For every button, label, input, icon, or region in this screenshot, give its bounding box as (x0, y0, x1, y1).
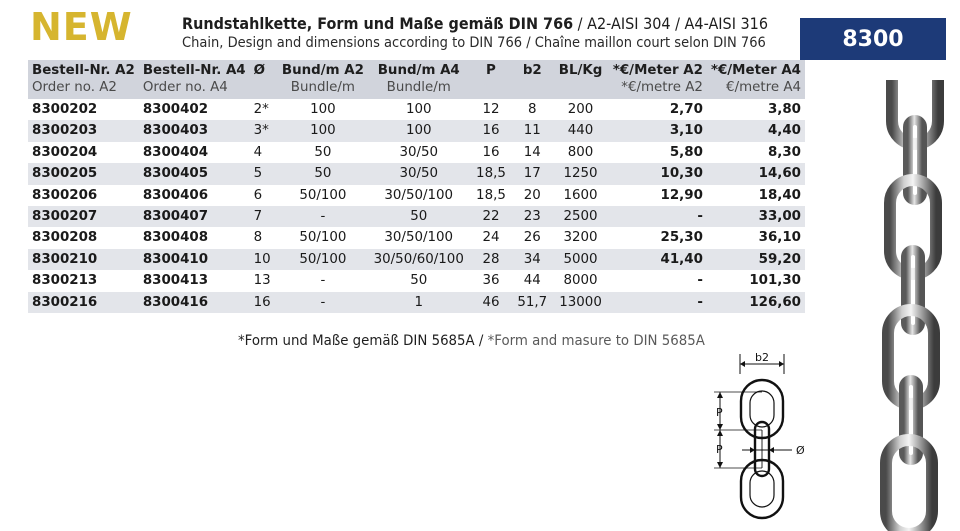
cell-bundle-a4: 30/50 (368, 163, 470, 184)
cell-order-no-a2: 8300207 (28, 206, 139, 227)
table-row (28, 206, 805, 227)
header-bundle-a2-en: Bundle/m (278, 80, 368, 100)
cell-price-a4: 33,00 (707, 206, 805, 227)
product-title-de-material: / A2-AISI 304 / A4-AISI 316 (573, 14, 768, 33)
product-title-de (182, 14, 768, 33)
cell-price-a4: 3,80 (707, 99, 805, 120)
cell-price-a2: 25,30 (609, 227, 707, 248)
cell-pitch: 46 (470, 292, 513, 313)
cell-price-a2: - (609, 270, 707, 291)
product-title-en: Chain, Design and dimensions according to DIN 766 / Chaîne maillon court selon DIN 766 (182, 35, 766, 51)
header-price-a2-en: *€/metre A2 (609, 80, 707, 100)
cell-price-a4: 36,10 (707, 227, 805, 248)
footnote-en: *Form and masure to DIN 5685A (487, 333, 705, 349)
cell-bundle-a4: 1 (368, 292, 470, 313)
cell-b2: 20 (512, 185, 552, 206)
cell-breaking-load: 2500 (552, 206, 609, 227)
cell-pitch: 12 (470, 99, 513, 120)
cell-bundle-a2: 50 (278, 163, 368, 184)
cell-breaking-load: 800 (552, 142, 609, 163)
table-row (28, 270, 805, 291)
cell-b2: 14 (512, 142, 552, 163)
cell-bundle-a4: 30/50/100 (368, 227, 470, 248)
chain-photo (870, 80, 960, 531)
cell-bundle-a4: 50 (368, 270, 470, 291)
cell-breaking-load: 5000 (552, 249, 609, 270)
header-order-a4-en: Order no. A4 (139, 80, 250, 100)
cell-order-no-a2: 8300210 (28, 249, 139, 270)
cell-diameter: 8 (250, 227, 278, 248)
cell-pitch: 18,5 (470, 163, 513, 184)
cell-pitch: 16 (470, 142, 513, 163)
table-row (28, 120, 805, 141)
cell-price-a4: 8,30 (707, 142, 805, 163)
cell-price-a2: - (609, 292, 707, 313)
cell-order-no-a2: 8300206 (28, 185, 139, 206)
cell-order-no-a2: 8300213 (28, 270, 139, 291)
table-row (28, 142, 805, 163)
cell-breaking-load: 1600 (552, 185, 609, 206)
cell-order-no-a4: 8300413 (139, 270, 250, 291)
header-price-a4: *€/Meter A4 (707, 60, 805, 80)
cell-diameter: 7 (250, 206, 278, 227)
header-order-a2: Bestell-Nr. A2 (28, 60, 139, 80)
diagram-label-b2: b2 (755, 352, 769, 364)
cell-diameter: 10 (250, 249, 278, 270)
cell-price-a4: 59,20 (707, 249, 805, 270)
cell-order-no-a2: 8300202 (28, 99, 139, 120)
new-badge: NEW (30, 5, 133, 49)
cell-bundle-a4: 30/50/60/100 (368, 249, 470, 270)
header-empty (470, 80, 513, 100)
cell-order-no-a4: 8300408 (139, 227, 250, 248)
cell-price-a2: 3,10 (609, 120, 707, 141)
header-pitch: P (470, 60, 513, 80)
footnote (238, 333, 705, 349)
cell-order-no-a4: 8300407 (139, 206, 250, 227)
cell-bundle-a2: 50/100 (278, 227, 368, 248)
cell-order-no-a4: 8300406 (139, 185, 250, 206)
cell-price-a4: 14,60 (707, 163, 805, 184)
cell-bundle-a2: 100 (278, 99, 368, 120)
cell-order-no-a2: 8300216 (28, 292, 139, 313)
cell-order-no-a2: 8300208 (28, 227, 139, 248)
cell-diameter: 2* (250, 99, 278, 120)
cell-order-no-a2: 8300205 (28, 163, 139, 184)
cell-breaking-load: 8000 (552, 270, 609, 291)
cell-breaking-load: 13000 (552, 292, 609, 313)
cell-diameter: 16 (250, 292, 278, 313)
header-price-a4-en: €/metre A4 (707, 80, 805, 100)
cell-bundle-a4: 100 (368, 99, 470, 120)
cell-order-no-a4: 8300410 (139, 249, 250, 270)
cell-breaking-load: 3200 (552, 227, 609, 248)
cell-order-no-a2: 8300204 (28, 142, 139, 163)
header-empty (250, 80, 278, 100)
table-row (28, 249, 805, 270)
header-empty (512, 80, 552, 100)
cell-bundle-a4: 30/50/100 (368, 185, 470, 206)
cell-diameter: 3* (250, 120, 278, 141)
cell-price-a4: 18,40 (707, 185, 805, 206)
cell-order-no-a4: 8300405 (139, 163, 250, 184)
cell-bundle-a2: 50/100 (278, 185, 368, 206)
cell-diameter: 6 (250, 185, 278, 206)
cell-pitch: 16 (470, 120, 513, 141)
header-empty (552, 80, 609, 100)
header-order-a2-en: Order no. A2 (28, 80, 139, 100)
table-body (28, 99, 805, 313)
cell-b2: 8 (512, 99, 552, 120)
cell-order-no-a4: 8300416 (139, 292, 250, 313)
cell-price-a2: 2,70 (609, 99, 707, 120)
table-header-row-de (28, 60, 805, 80)
article-number-badge: 8300 (800, 18, 946, 60)
cell-diameter: 5 (250, 163, 278, 184)
cell-b2: 17 (512, 163, 552, 184)
spec-table (28, 60, 805, 313)
cell-b2: 51,7 (512, 292, 552, 313)
cell-price-a2: 5,80 (609, 142, 707, 163)
cell-bundle-a2: 50/100 (278, 249, 368, 270)
chain-dimension-diagram (712, 352, 817, 528)
cell-price-a2: 10,30 (609, 163, 707, 184)
diagram-label-p2: P (716, 443, 723, 456)
cell-price-a4: 101,30 (707, 270, 805, 291)
cell-order-no-a4: 8300402 (139, 99, 250, 120)
cell-bundle-a4: 50 (368, 206, 470, 227)
cell-price-a4: 4,40 (707, 120, 805, 141)
header-bundle-a4-en: Bundle/m (368, 80, 470, 100)
header-diameter: Ø (250, 60, 278, 80)
cell-diameter: 4 (250, 142, 278, 163)
cell-bundle-a2: - (278, 292, 368, 313)
cell-diameter: 13 (250, 270, 278, 291)
table-row (28, 163, 805, 184)
footnote-de: *Form und Maße gemäß DIN 5685A / (238, 333, 488, 349)
cell-price-a2: 12,90 (609, 185, 707, 206)
header-order-a4: Bestell-Nr. A4 (139, 60, 250, 80)
header-price-a2: *€/Meter A2 (609, 60, 707, 80)
cell-order-no-a4: 8300404 (139, 142, 250, 163)
table-header-row-en (28, 80, 805, 100)
cell-order-no-a4: 8300403 (139, 120, 250, 141)
table-row (28, 292, 805, 313)
cell-pitch: 24 (470, 227, 513, 248)
cell-breaking-load: 1250 (552, 163, 609, 184)
header-bundle-a4: Bund/m A4 (368, 60, 470, 80)
cell-bundle-a4: 30/50 (368, 142, 470, 163)
cell-breaking-load: 200 (552, 99, 609, 120)
diagram-label-p1: P (716, 406, 723, 419)
cell-price-a4: 126,60 (707, 292, 805, 313)
cell-bundle-a2: 100 (278, 120, 368, 141)
cell-pitch: 28 (470, 249, 513, 270)
cell-b2: 34 (512, 249, 552, 270)
cell-b2: 23 (512, 206, 552, 227)
cell-pitch: 22 (470, 206, 513, 227)
diagram-label-diameter: Ø (796, 444, 805, 457)
table-row (28, 185, 805, 206)
header-b2: b2 (512, 60, 552, 80)
cell-bundle-a2: 50 (278, 142, 368, 163)
cell-bundle-a4: 100 (368, 120, 470, 141)
header-bundle-a2: Bund/m A2 (278, 60, 368, 80)
table-row (28, 99, 805, 120)
product-title-de-main: Rundstahlkette, Form und Maße gemäß DIN 766 (182, 14, 574, 33)
cell-order-no-a2: 8300203 (28, 120, 139, 141)
cell-bundle-a2: - (278, 270, 368, 291)
cell-price-a2: 41,40 (609, 249, 707, 270)
cell-bundle-a2: - (278, 206, 368, 227)
header-breaking-load: BL/Kg (552, 60, 609, 80)
cell-pitch: 36 (470, 270, 513, 291)
cell-price-a2: - (609, 206, 707, 227)
cell-breaking-load: 440 (552, 120, 609, 141)
cell-b2: 44 (512, 270, 552, 291)
cell-b2: 11 (512, 120, 552, 141)
cell-b2: 26 (512, 227, 552, 248)
table-row (28, 227, 805, 248)
cell-pitch: 18,5 (470, 185, 513, 206)
